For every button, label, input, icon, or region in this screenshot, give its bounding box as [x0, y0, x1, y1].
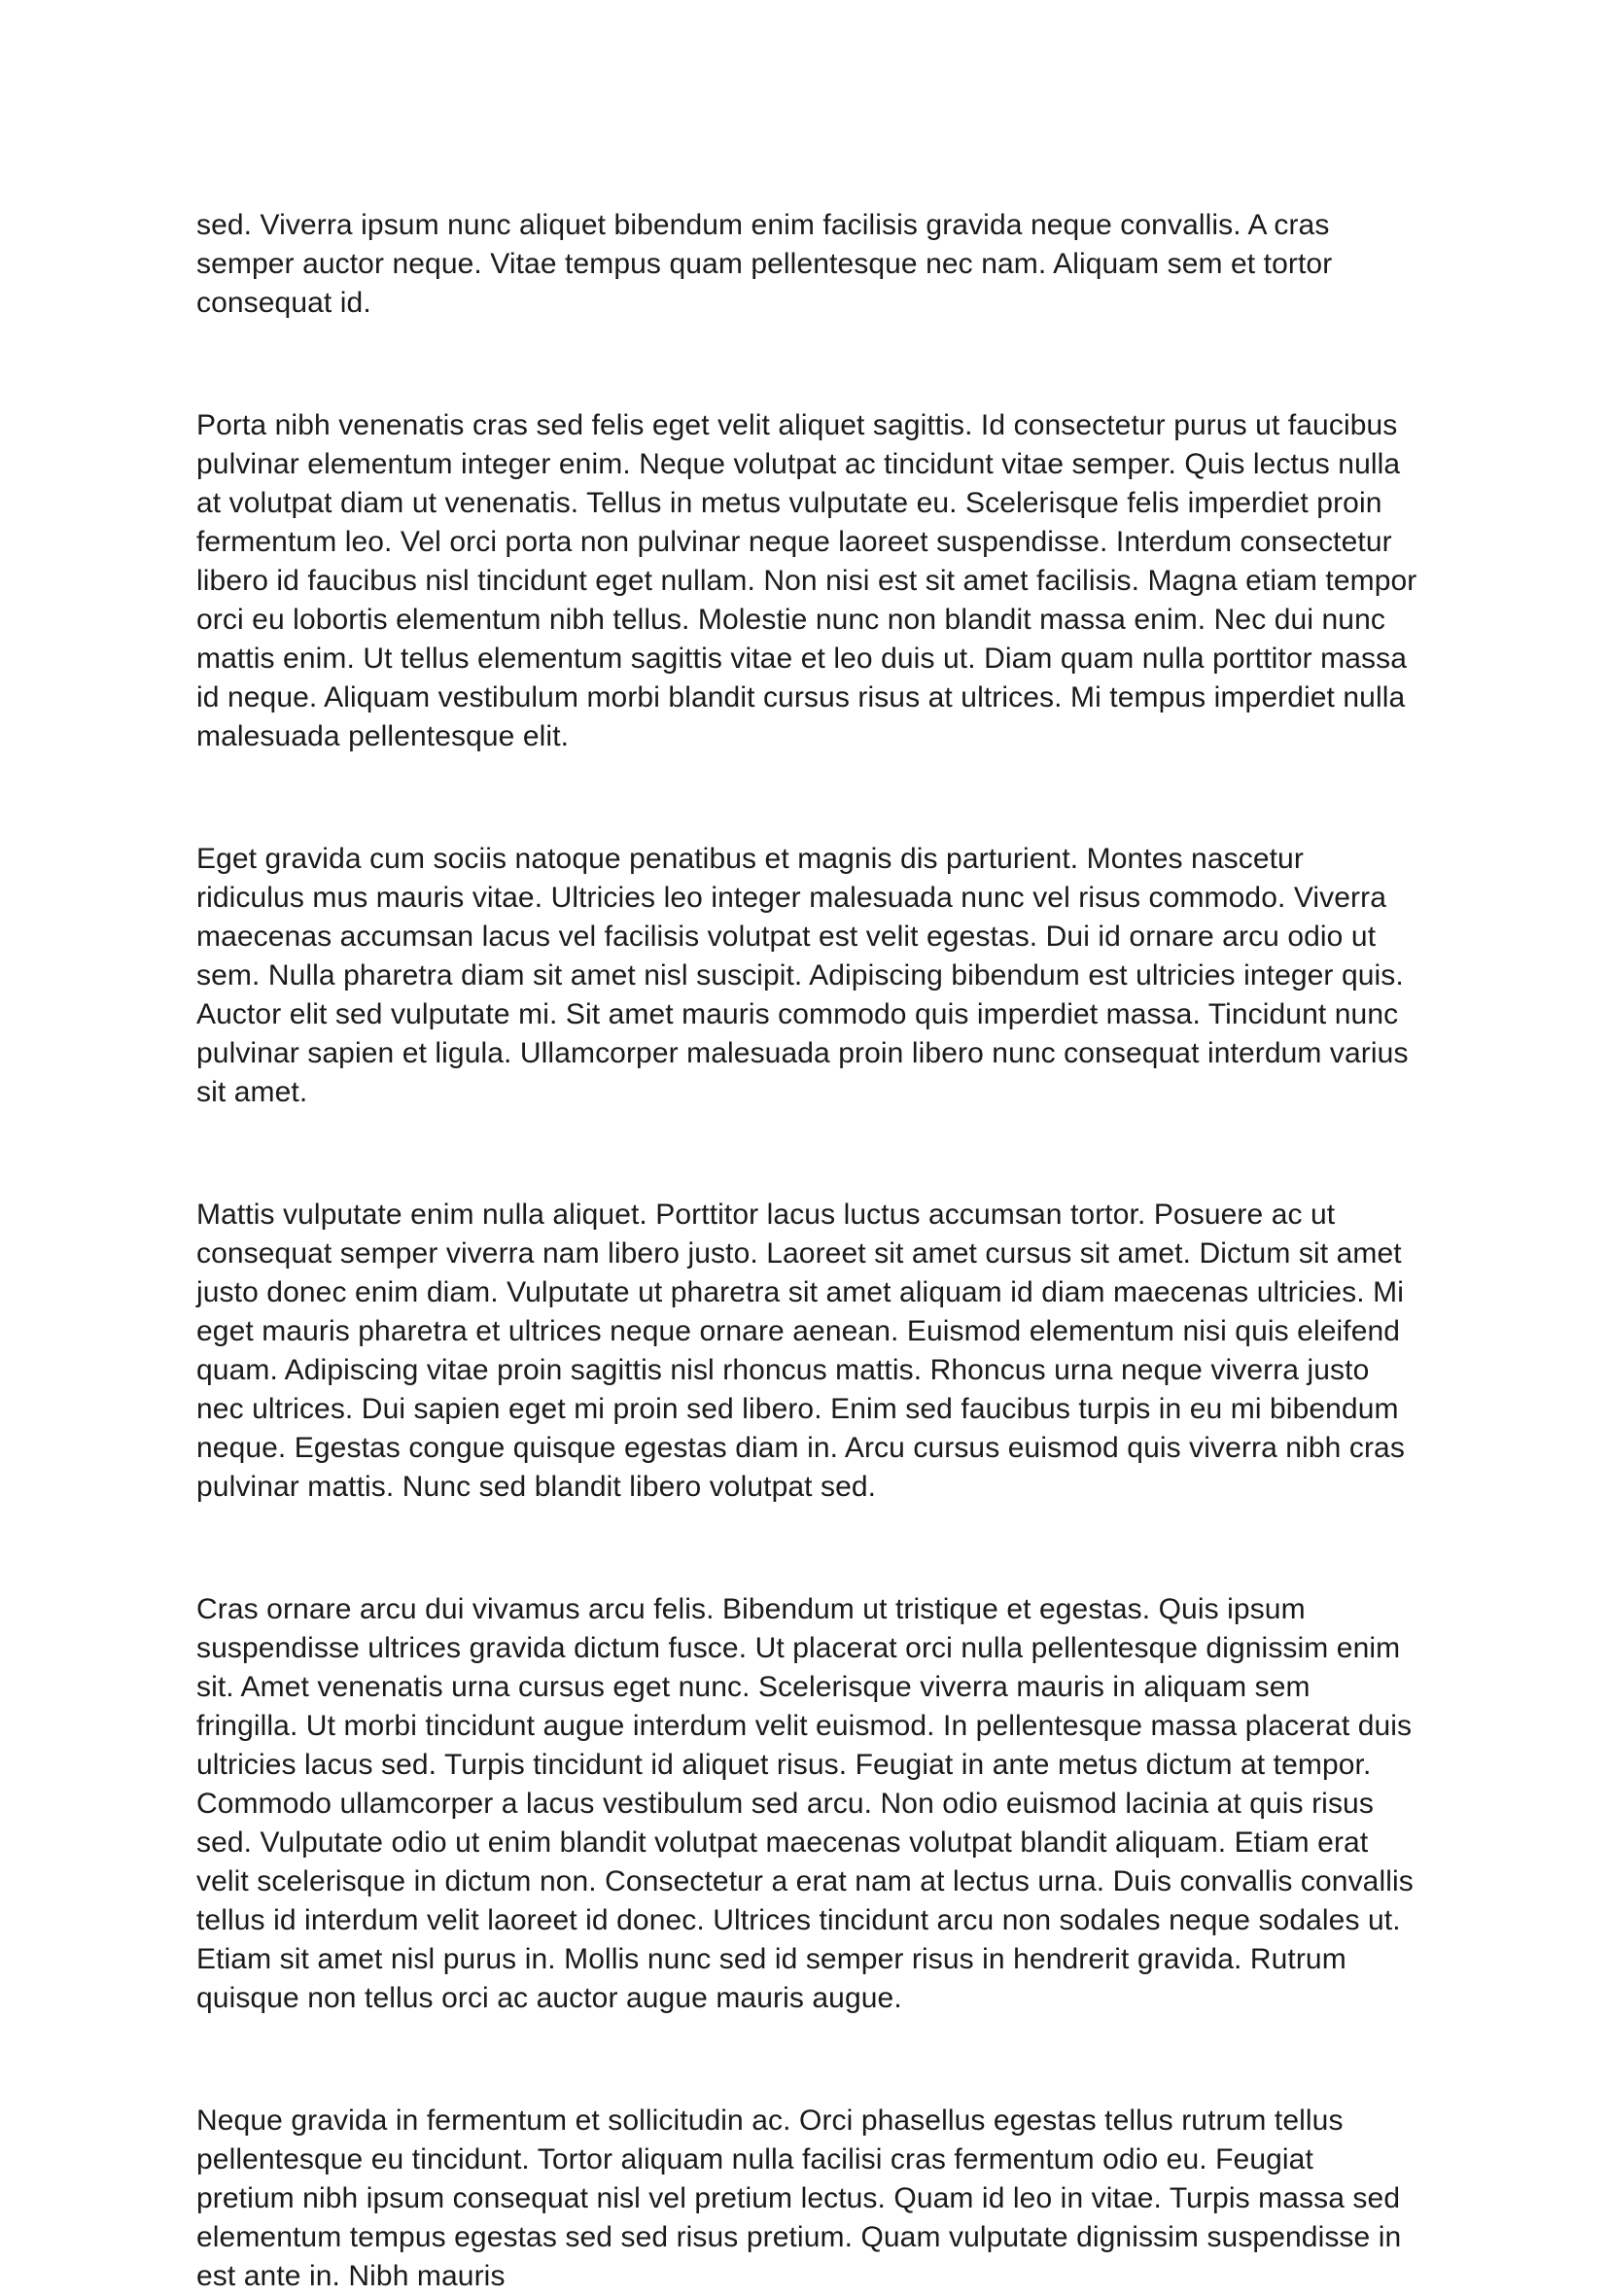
- paragraph: Neque gravida in fermentum et sollicitudin ac. Orci phasellus egestas tellus rutrum tellus pellentesque eu tincidunt. Tortor aliquam nulla facilisi cras fermentum odio eu. Feugiat pretium nibh ipsum consequat nisl vel pretium lectus. Quam id leo in vitae. Turpis massa sed elementum tempus egestas sed sed risus pretium. Quam vulputate dignissim suspendisse in est ante in. Nibh mauris: [196, 2105, 1402, 2292]
- paragraph: Mattis vulputate enim nulla aliquet. Porttitor lacus luctus accumsan tortor. Posuere ac ut consequat semper viverra nam libero justo. Laoreet sit amet cursus sit amet. Dictum sit amet justo donec enim diam. Vulputate ut pharetra sit amet aliquam id diam maecenas ultricies. Mi eget mauris pharetra et ultrices neque ornare aenean. Euismod elementum nisi quis eleifend quam. Adipiscing vitae proin sagittis nisl rhoncus mattis. Rhoncus urna neque viverra justo nec ultrices. Dui sapien eget mi proin sed libero. Enim sed faucibus turpis in eu mi bibendum neque. Egestas congue quisque egestas diam in. Arcu cursus euismod quis viverra nibh cras pulvinar mattis. Nunc sed blandit libero volutpat sed.: [196, 1199, 1405, 1503]
- document-body-text: [196, 206, 1417, 2296]
- paragraph: Eget gravida cum sociis natoque penatibus et magnis dis parturient. Montes nascetur ridiculus mus mauris vitae. Ultricies leo integer malesuada nunc vel risus commodo. Viverra maecenas accumsan lacus vel facilisis volutpat est velit egestas. Dui id ornare arcu odio ut sem. Nulla pharetra diam sit amet nisl suscipit. Adipiscing bibendum est ultricies integer quis. Auctor elit sed vulputate mi. Sit amet mauris commodo quis imperdiet massa. Tincidunt nunc pulvinar sapien et ligula. Ullamcorper malesuada proin libero nunc consequat interdum varius sit amet.: [196, 843, 1409, 1108]
- paragraph: sed. Viverra ipsum nunc aliquet bibendum enim facilisis gravida neque convallis. A cras semper auctor neque. Vitae tempus quam pellentesque nec nam. Aliquam sem et tortor consequat id.: [196, 209, 1333, 319]
- paragraph: Cras ornare arcu dui vivamus arcu felis. Bibendum ut tristique et egestas. Quis ipsum suspendisse ultrices gravida dictum fusce. Ut placerat orci nulla pellentesque dignissim enim sit. Amet venenatis urna cursus eget nunc. Scelerisque viverra mauris in aliquam sem fringilla. Ut morbi tincidunt augue interdum velit euismod. In pellentesque massa placerat duis ultricies lacus sed. Turpis tincidunt id aliquet risus. Feugiat in ante metus dictum at tempor. Commodo ullamcorper a lacus vestibulum sed arcu. Non odio euismod lacinia at quis risus sed. Vulputate odio ut enim blandit volutpat maecenas volutpat blandit aliquam. Etiam erat velit scelerisque in dictum non. Consectetur a erat nam at lectus urna. Duis convallis convallis tellus id interdum velit laoreet id donec. Ultrices tincidunt arcu non sodales neque sodales ut. Etiam sit amet nisl purus in. Mollis nunc sed id semper risus in hendrerit gravida. Rutrum quisque non tellus orci ac auctor augue mauris augue.: [196, 1593, 1414, 2014]
- paragraph: Porta nibh venenatis cras sed felis eget velit aliquet sagittis. Id consectetur purus ut faucibus pulvinar elementum integer enim. Neque volutpat ac tincidunt vitae semper. Quis lectus nulla at volutpat diam ut venenatis. Tellus in metus vulputate eu. Scelerisque felis imperdiet proin fermentum leo. Vel orci porta non pulvinar neque laoreet suspendisse. Interdum consectetur libero id faucibus nisl tincidunt eget nullam. Non nisi est sit amet facilisis. Magna etiam tempor orci eu lobortis elementum nibh tellus. Molestie nunc non blandit massa enim. Nec dui nunc mattis enim. Ut tellus elementum sagittis vitae et leo duis ut. Diam quam nulla porttitor massa id neque. Aliquam vestibulum morbi blandit cursus risus at ultrices. Mi tempus imperdiet nulla malesuada pellentesque elit.: [196, 409, 1417, 752]
